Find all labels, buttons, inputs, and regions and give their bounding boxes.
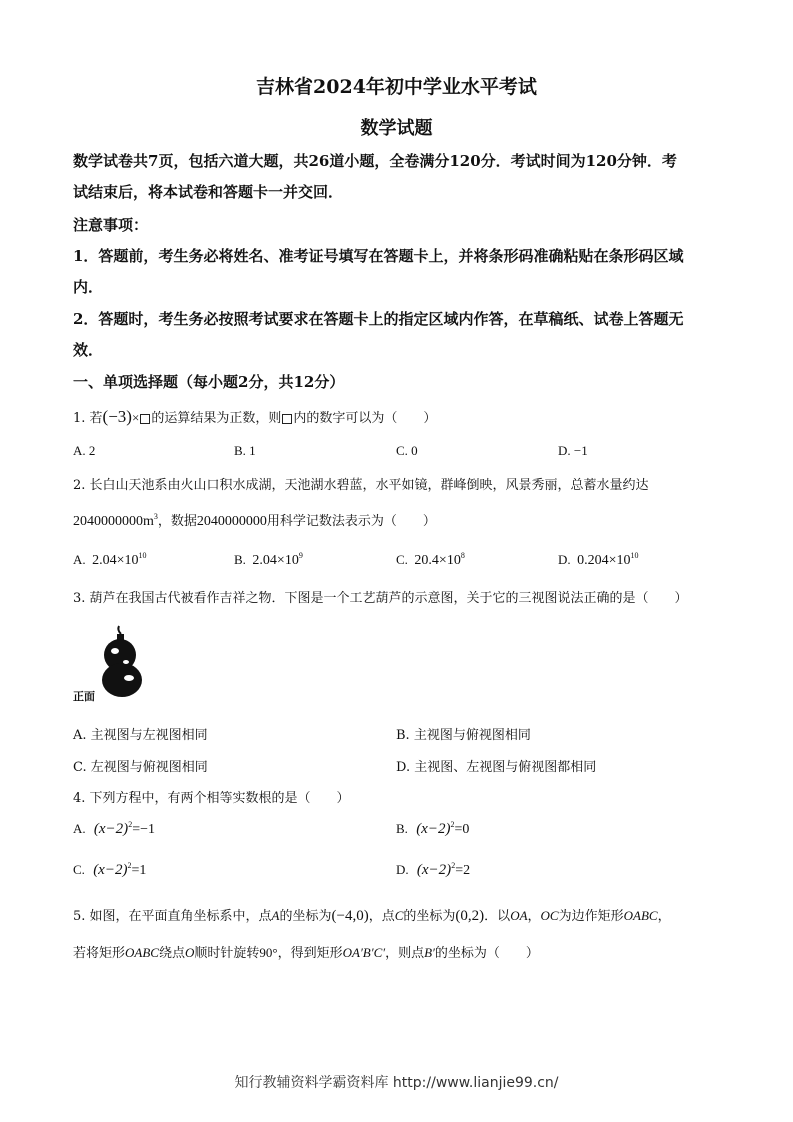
note-1-line-1: 1．答题前，考生务必将姓名、准考证号填写在答题卡上，并将条形码准确粘贴在条形码区域 <box>73 247 684 265</box>
question-4-stem: 4. 下列方程中，有两个相等实数根的是（ ） <box>73 791 350 806</box>
q2-option-b: B. $2.04\times 10^9$ <box>234 551 303 568</box>
notes-heading: 注意事项： <box>73 216 149 234</box>
question-5-line-1: 5. 如图，在平面直角坐标系中，点A的坐标为(−4,0)，点C的坐标为(0,2)．以OA，OC为边作矩形OABC， <box>73 908 671 924</box>
q4-option-b: B. $(x-2)^2=0$ <box>396 820 470 837</box>
q1-expression: (−3) <box>102 407 132 426</box>
footer-watermark: 知行教辅资料学霸资料库 http://www.lianjie99.cn/ <box>234 1075 559 1091</box>
note-1-line-2: 内． <box>73 278 104 296</box>
q2-option-c: C. $20.4\times 10^8$ <box>396 551 465 568</box>
q4-option-c: C. $(x-2)^2=1$ <box>73 861 147 878</box>
blank-box-icon <box>140 414 150 424</box>
question-2-line-1: 2. 长白山天池系由火山口积水成湖，天池湖水碧蓝，水平如镜，群峰倒映，风景秀丽，总蓄水量约达 <box>73 478 649 493</box>
q3-option-d: D. 主视图、左视图与俯视图都相同 <box>396 760 597 775</box>
q1-option-d: D. −1 <box>558 443 588 458</box>
question-3-stem: 3. 葫芦在我国古代被看作吉祥之物．下图是一个工艺葫芦的示意图，关于它的三视图说法正确的是（ ） <box>73 591 688 606</box>
section-1-heading: 一、单项选择题（每小题2分，共12分） <box>73 373 345 391</box>
note-2-line-2: 效． <box>73 341 104 359</box>
q1-option-b: B. 1 <box>234 443 256 458</box>
q4-option-a: A. $(x-2)^2=-1$ <box>73 820 155 837</box>
q3-option-b: B. 主视图与俯视图相同 <box>396 728 531 743</box>
question-5-line-2: 若将矩形OABC绕点O顺时针旋转90°，得到矩形OA′B′C′，则点B′的坐标为（ ） <box>73 945 539 961</box>
q4-option-d: D. $(x-2)^2=2$ <box>396 861 471 878</box>
gourd-figure <box>73 624 153 704</box>
q3-option-a: A. 主视图与左视图相同 <box>73 728 208 743</box>
note-2-line-1: 2．答题时，考生务必按照考试要求在答题卡上的指定区域内作答，在草稿纸、试卷上答题无 <box>73 310 684 328</box>
blank-box-icon <box>282 414 292 424</box>
q2-option-a: A. $2.04\times 10^{10}$ <box>73 551 147 568</box>
exam-title: 吉林省2024年初中学业水平考试 <box>256 76 537 98</box>
q1-option-a: A. 2 <box>73 443 96 458</box>
exam-subtitle: 数学试题 <box>360 118 433 139</box>
intro-line-1: 数学试卷共7页，包括六道大题，共26道小题，全卷满分120分．考试时间为120分钟．考 <box>73 152 677 170</box>
figure-label-front: 正面 <box>73 690 95 703</box>
question-2-line-2: $2040000000m^3$，数据2040000000用科学记数法表示为（ ） <box>73 512 436 529</box>
intro-line-2: 试结束后，将本试卷和答题卡一并交回． <box>73 183 344 201</box>
question-1-stem: 1. 若(−3)× 的运算结果为正数，则 内的数字可以为（ ） <box>73 407 437 426</box>
q3-option-c: C. 左视图与俯视图相同 <box>73 760 208 775</box>
q2-option-d: D. $0.204\times 10^{10}$ <box>558 551 639 568</box>
q1-option-c: C. 0 <box>396 443 418 458</box>
